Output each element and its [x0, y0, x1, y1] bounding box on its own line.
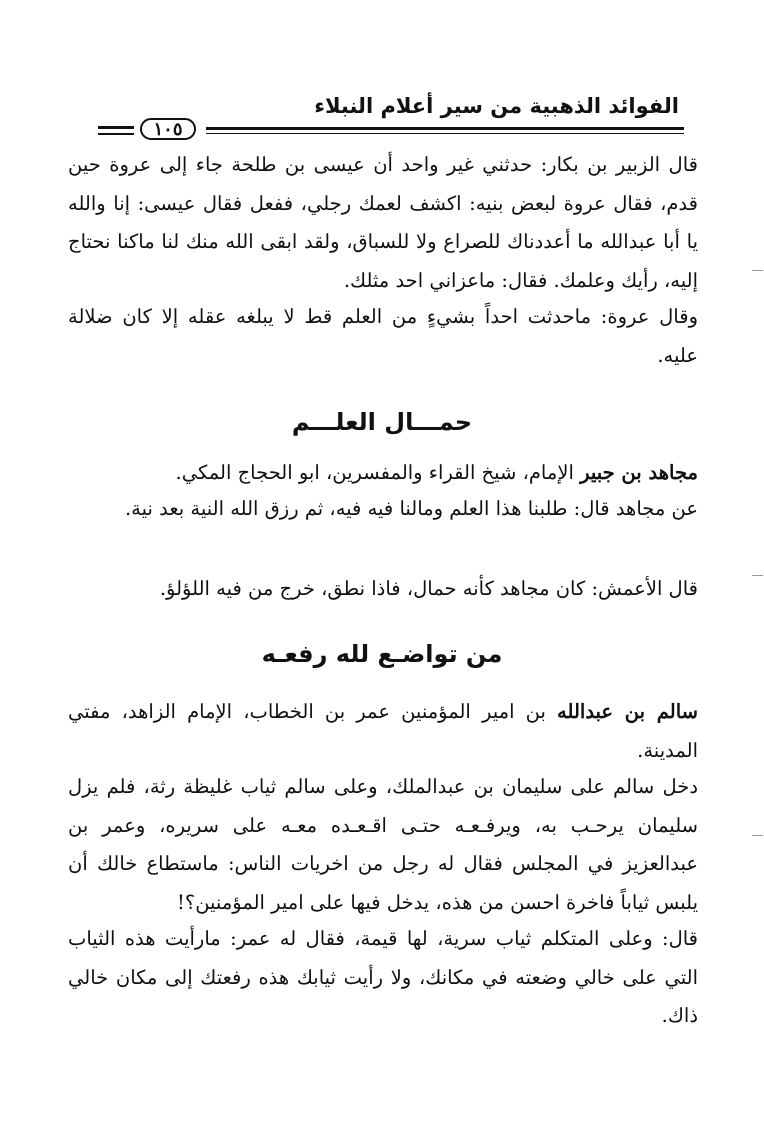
section2-intro-text: الإمام، شيخ القراء والمفسرين، ابو الحجاج المكي. [175, 461, 581, 484]
person-name-salim: سالم بن عبدالله [557, 700, 698, 723]
section2-paragraph-1: عن مجاهد قال: طلبنا هذا العلم ومالنا فيه فيه، ثم رزق الله النية بعد نية. [124, 497, 698, 520]
margin-mark [752, 835, 763, 836]
header-rule-thin [206, 133, 684, 134]
section3-paragraph-1: دخل سالم على سليمان بن عبدالملك، وعلى سالم ثياب غليظة رثة، فلم يزل سليمان يرحـب به، ويرفـعـه حتـى اقـعـده معـه على سريره، وعمر بن عبدالعزيز في المجلس فقال له رجل من اخريات الناس: ماستطاع خالك أن يلبس ثياباً فاخرة احسن من هذه، يدخل فيها على امير المؤمنين؟! [68, 775, 698, 914]
header-rule-left-a [98, 126, 134, 129]
section3-paragraph-2: قال: وعلى المتكلم ثياب سرية، لها قيمة، فقال له عمر: مارأيت هذه الثياب التي على خالي وضعته في مكانك، ولا رأيت ثيابك هذه رفعتك إلى مكان خالي ذاك. [68, 927, 698, 1027]
section3-intro-text: بن امير المؤمنين عمر بن الخطاب، الإمام الزاهد، مفتي المدينة. [68, 700, 698, 762]
section2-paragraph-2: قال الأعمش: كان مجاهد كأنه حمال، فاذا نطق، خرج من فيه اللؤلؤ. [159, 577, 698, 600]
page-number: ١٠٥ [136, 116, 200, 142]
book-title: الفوائد الذهبية من سير أعلام النبلاء [314, 94, 679, 118]
header-rule-left-b [98, 133, 134, 135]
margin-mark [752, 270, 763, 271]
section-heading-haml-al-ilm: حمـــال العلـــم [291, 408, 473, 436]
person-name-mujahid: مجاهد بن جبير [580, 461, 698, 484]
section1-paragraph-1: قال الزبير بن بكار: حدثني غير واحد أن عيسى بن طلحة جاء إلى عروة حين قدم، فقال عروة لبعض بنيه: اكشف لعمك رجلي، ففعل فقال عيسى: إنا والله يا أبا عبدالله ما أعددناك للصراع ولا للسباق، ولقد ابقى الله منك لنا ماكنا نحتاج إليه، رأيك وعلمك. فقال: ماعزاني احد مثلك. [68, 153, 698, 292]
section1-paragraph-2: وقال عروة: ماحدثت احداً بشيءٍ من العلم قط لا يبلغه عقله إلا كان ضلالة عليه. [68, 305, 698, 367]
section3-intro [68, 693, 698, 770]
section-heading-tawadu: من تواضـع لله رفعـه [261, 640, 503, 668]
header-rule-thick [206, 127, 684, 130]
section2-intro [68, 454, 698, 493]
margin-mark [752, 575, 763, 576]
